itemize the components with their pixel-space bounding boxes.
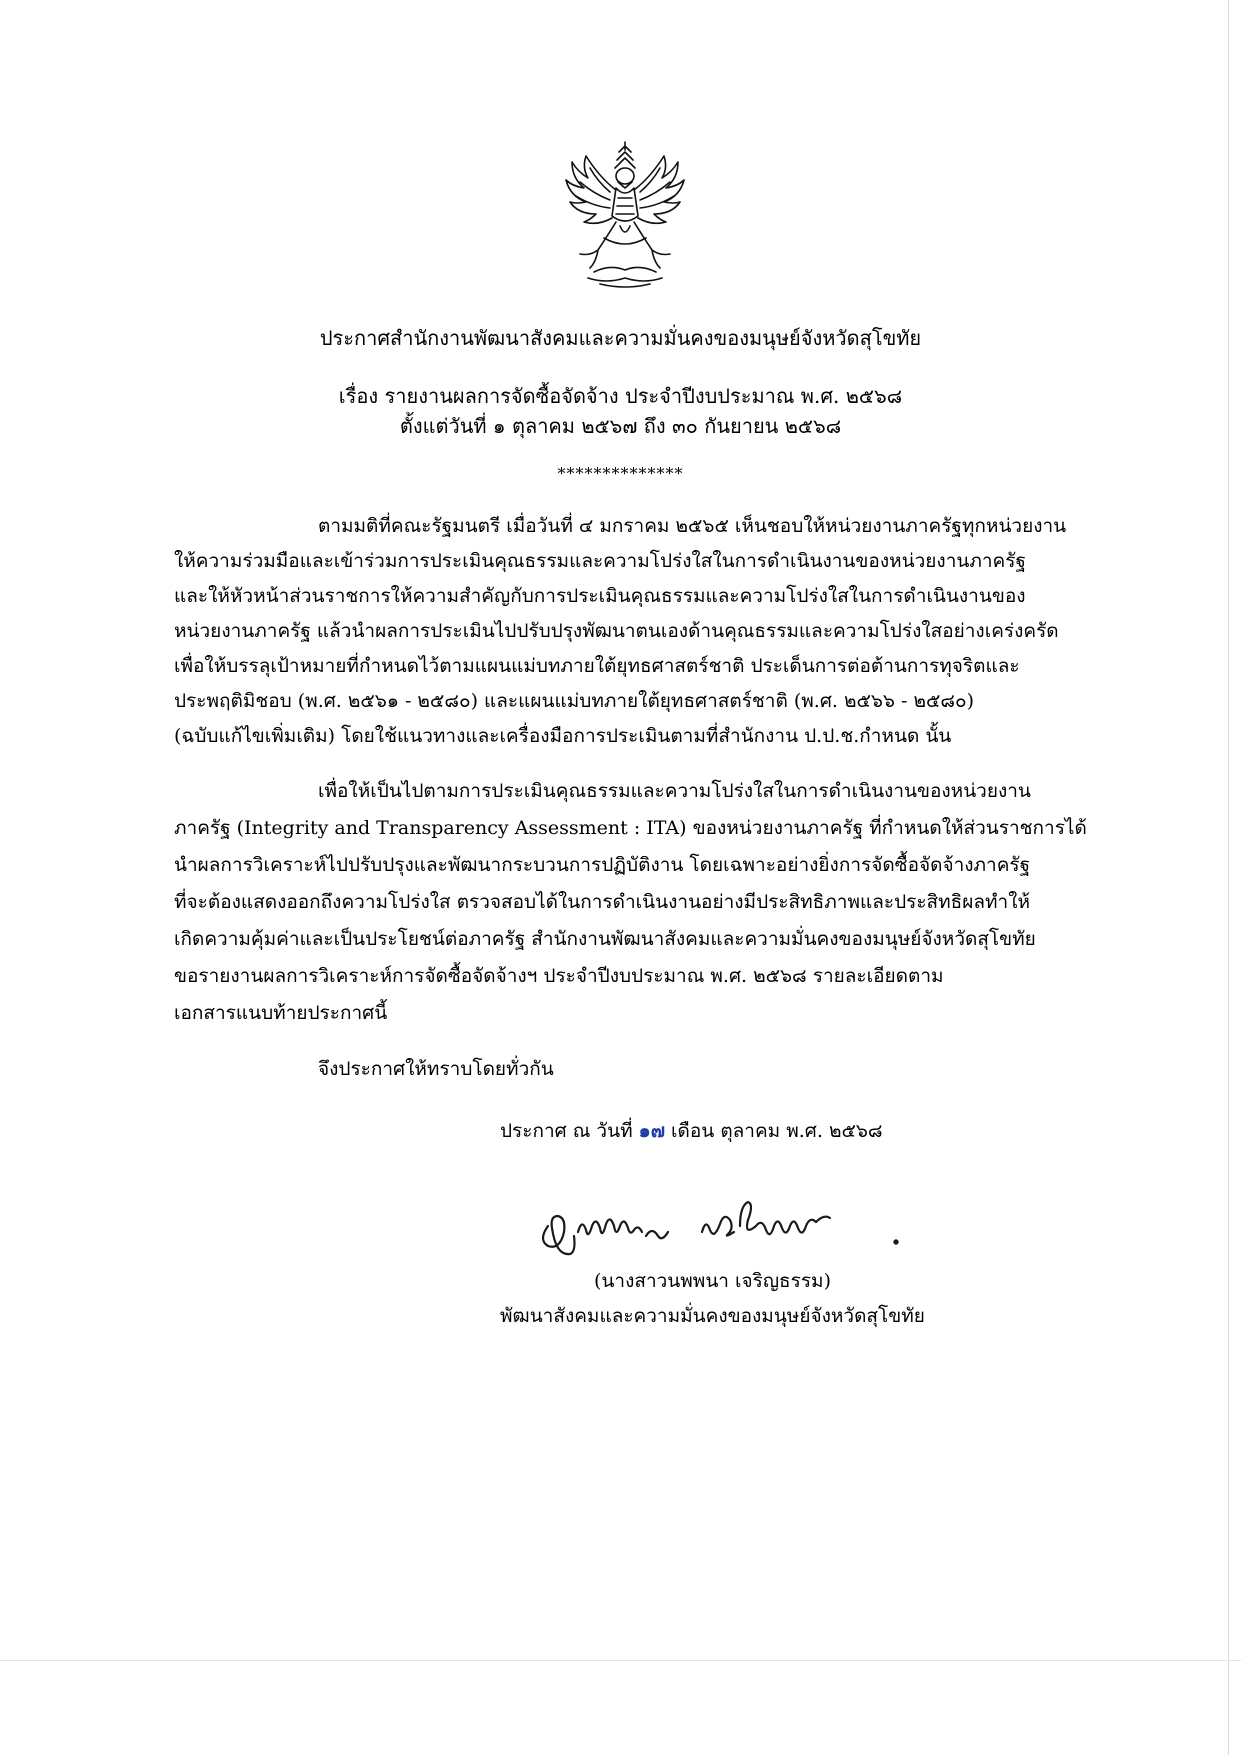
signer-position: พัฒนาสังคมและความมั่นคงของมนุษย์จังหวัดสุโขทัย [500, 1305, 925, 1327]
garuda-emblem-icon [560, 138, 690, 290]
page-edge-bottom [0, 1660, 1241, 1661]
paragraph1-line: หน่วยงานภาครัฐ แล้วนำผลการประเมินไปปรับปรุงพัฒนาตนเองด้านคุณธรรมและความโปร่งใสอย่างเคร่งครัด [174, 620, 1059, 642]
date-suffix: เดือน ตุลาคม พ.ศ. ๒๕๖๘ [671, 1120, 883, 1142]
announcement-date [500, 1118, 883, 1144]
signer-name: (นางสาวนพพนา เจริญธรรม) [594, 1270, 831, 1292]
date-prefix: ประกาศ ณ วันที่ [500, 1120, 633, 1142]
paragraph1-line: (ฉบับแก้ไขเพิ่มเติม) โดยใช้แนวทางและเครื่องมือการประเมินตามที่สำนักงาน ป.ป.ช.กำหนด นั้น [174, 725, 952, 747]
announcement-subject: เรื่อง รายงานผลการจัดซื้อจัดจ้าง ประจำปีงบประมาณ พ.ศ. ๒๕๖๘ [338, 384, 903, 408]
paragraph2-line: เกิดความคุ้มค่าและเป็นประโยชน์ต่อภาครัฐ สำนักงานพัฒนาสังคมและความมั่นคงของมนุษย์จังหวัดสุโขทัย [174, 928, 1036, 950]
date-day: ๑๗ [638, 1120, 665, 1142]
handwritten-signature [534, 1196, 924, 1258]
paragraph2-line: นำผลการวิเคราะห์ไปปรับปรุงและพัฒนากระบวนการปฏิบัติงาน โดยเฉพาะอย่างยิ่งการจัดซื้อจัดจ้างภาครัฐ [174, 854, 1031, 876]
closing-statement: จึงประกาศให้ทราบโดยทั่วกัน [318, 1058, 554, 1080]
paragraph2-line: เอกสารแนบท้ายประกาศนี้ [174, 1002, 388, 1024]
page-edge-right [1228, 0, 1229, 1755]
paragraph1-line: ให้ความร่วมมือและเข้าร่วมการประเมินคุณธรรมและความโปร่งใสในการดำเนินงานของหน่วยงานภาครัฐ [174, 550, 1026, 572]
separator-stars: ************** [557, 464, 684, 483]
announcement-title: ประกาศสำนักงานพัฒนาสังคมและความมั่นคงของมนุษย์จังหวัดสุโขทัย [319, 326, 922, 350]
paragraph2-line: ภาครัฐ (Integrity and Transparency Assessment : ITA) ของหน่วยงานภาครัฐ ที่กำหนดให้ส่วนราชการได้ [174, 817, 1087, 839]
announcement-period: ตั้งแต่วันที่ ๑ ตุลาคม ๒๕๖๗ ถึง ๓๐ กันยายน ๒๕๖๘ [399, 414, 842, 438]
paragraph1-line: ตามมติที่คณะรัฐมนตรี เมื่อวันที่ ๔ มกราคม ๒๕๖๕ เห็นชอบให้หน่วยงานภาครัฐทุกหน่วยงาน [318, 515, 1067, 537]
paragraph1-line: ประพฤติมิชอบ (พ.ศ. ๒๕๖๑ - ๒๕๘๐) และแผนแม่บทภายใต้ยุทธศาสตร์ชาติ (พ.ศ. ๒๕๖๖ - ๒๕๘๐) [174, 690, 975, 712]
paragraph2-line: ขอรายงานผลการวิเคราะห์การจัดซื้อจัดจ้างฯ ประจำปีงบประมาณ พ.ศ. ๒๕๖๘ รายละเอียดตาม [174, 965, 944, 987]
paragraph1-line: เพื่อให้บรรลุเป้าหมายที่กำหนดไว้ตามแผนแม่บทภายใต้ยุทธศาสตร์ชาติ ประเด็นการต่อต้านการทุจริตและ [174, 655, 1020, 677]
paragraph2-line: เพื่อให้เป็นไปตามการประเมินคุณธรรมและความโปร่งใสในการดำเนินงานของหน่วยงาน [318, 780, 1031, 802]
paragraph1-line: และให้หัวหน้าส่วนราชการให้ความสำคัญกับการประเมินคุณธรรมและความโปร่งใสในการดำเนินงานของ [174, 585, 1026, 607]
paragraph2-line: ที่จะต้องแสดงออกถึงความโปร่งใส ตรวจสอบได้ในการดำเนินงานอย่างมีประสิทธิภาพและประสิทธิผลทำให้ [174, 891, 1031, 913]
